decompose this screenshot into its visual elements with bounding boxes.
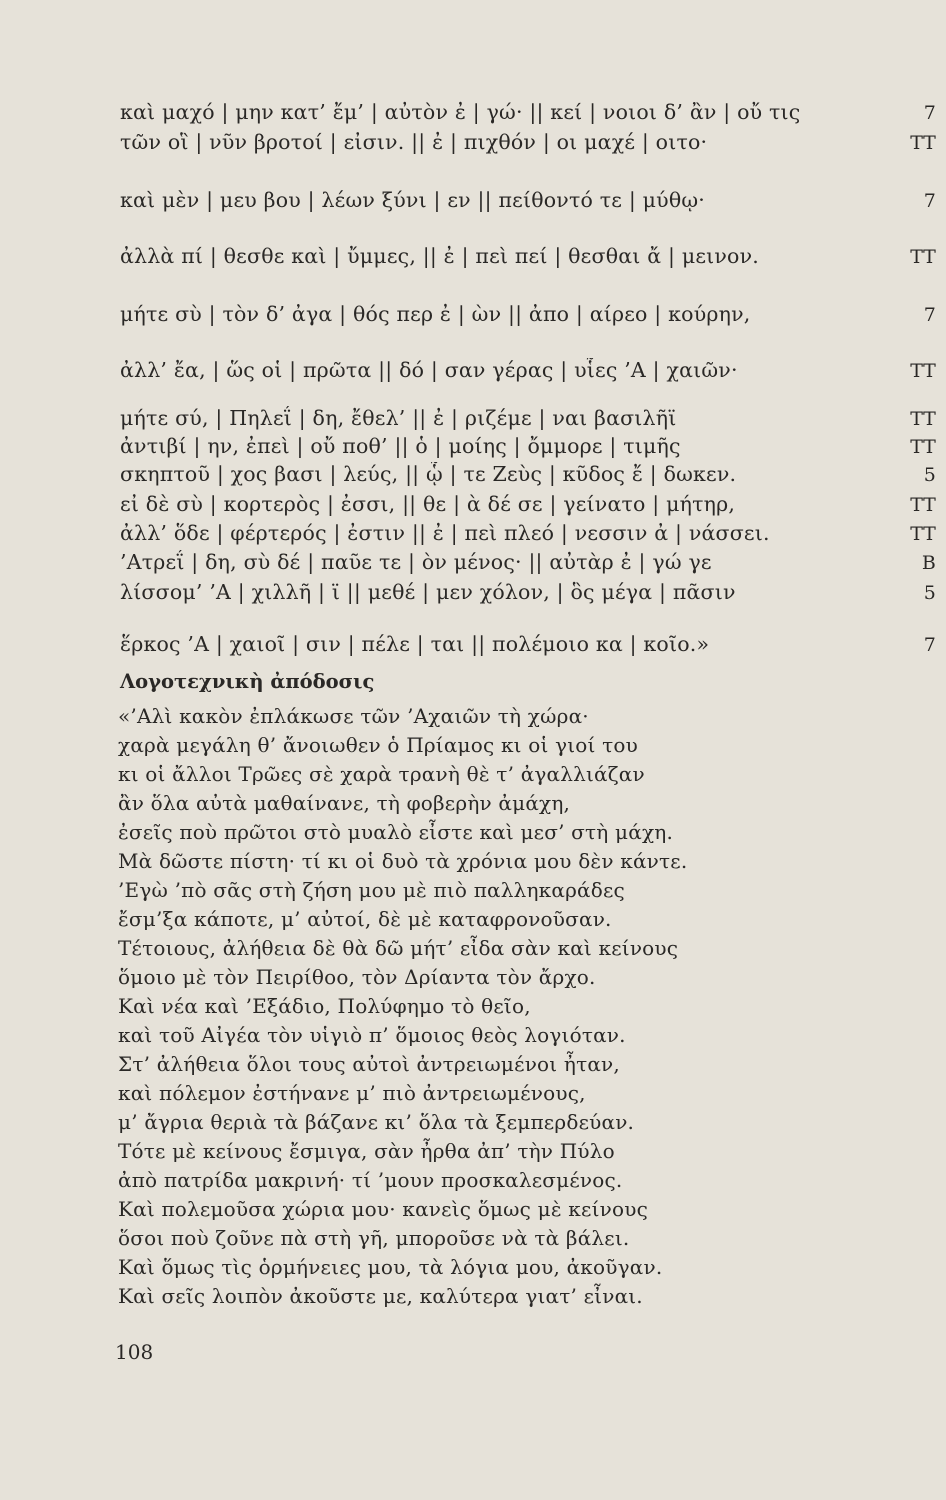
verse-line [120, 434, 936, 458]
prose-line: Καὶ σεῖς λοιπὸν ἀκοῦστε με, καλύτερα γιατ’ εἶναι. [118, 1284, 643, 1308]
verse-text: τῶν οἳ | νῦν βροτοί | εἰσιν. || ἐ | πιχθόν | οι μαχέ | οιτο· [120, 130, 708, 154]
verse-marker: Β [921, 552, 936, 574]
verse-text: εἰ δὲ σὺ | κορτερὸς | ἐσσι, || θε | ὰ δέ σε | γείνατο | μήτηρ, [120, 492, 736, 516]
prose-line: καὶ πόλεμον ἐστήνανε μ’ πιὸ ἀντρειωμένους, [118, 1081, 586, 1105]
prose-line: ἐσεῖς ποὺ πρῶτοι στὸ μυαλὸ εἶστε καὶ μεσ’ στὴ μάχη. [118, 820, 674, 844]
prose-line: Στ’ ἀλήθεια ὅλοι τους αὐτοὶ ἀντρειωμένοι ἦταν, [118, 1052, 620, 1076]
verse-text: λίσσομ’ ’Α | χιλλῆ | ϊ || μεθέ | μεν χόλον, | ὃς μέγα | πᾶσιν [120, 580, 736, 604]
verse-text: σκηπτοῦ | χος βασι | λεύς, || ᾧ | τε Ζεὺς | κῦδος ἔ | δωκεν. [120, 462, 737, 486]
prose-line: Τότε μὲ κείνους ἔσμιγα, σὰν ἦρθα ἀπ’ τὴν Πύλο [118, 1139, 615, 1163]
verse-marker: ΤΤ [910, 436, 936, 458]
verse-line [120, 188, 936, 212]
verse-line [120, 462, 936, 486]
prose-line: ἀπὸ πατρίδα μακρινή· τί ’μουν προσκαλεσμένος. [118, 1168, 623, 1192]
prose-line: ὅσοι ποὺ ζοῦνε πὰ στὴ γῆ, μποροῦσε νὰ τὰ βάλει. [118, 1226, 630, 1250]
prose-line: ’Εγὼ ’πὸ σᾶς στὴ ζήση μου μὲ πιὸ παλληκαράδες [118, 878, 625, 902]
verse-marker: 5 [923, 582, 936, 604]
verse-text: ἀλλ’ ἔα, | ὥς οἱ | πρῶτα || δό | σαν γέρας | υἷες ’Α | χαιῶν· [120, 358, 738, 382]
verse-text: ἀντιβί | ην, ἐπεὶ | οὔ ποθ’ || ὁ | μοίης | ὄμμορε | τιμῆς [120, 434, 681, 458]
prose-line: καὶ τοῦ Αἰγέα τὸν υἱγιὸ π’ ὅμοιος θεὸς λογιόταν. [118, 1023, 626, 1047]
prose-line: ἂν ὅλα αὐτὰ μαθαίνανε, τὴ φοβερὴν ἀμάχη, [118, 791, 571, 815]
verse-line [120, 521, 936, 545]
verse-text: μήτε σύ, | Πηλεΐ | δη, ἔθελ’ || ἐ | ριζέμε | ναι βασιλῆϊ [120, 406, 677, 430]
verse-marker: 7 [923, 634, 936, 656]
prose-line: μ’ ἄγρια θεριὰ τὰ βάζανε κι’ ὅλα τὰ ξεμπερδεύαν. [118, 1110, 635, 1134]
verse-marker: ΤΤ [910, 246, 936, 268]
verse-line [120, 100, 936, 124]
verse-marker: 7 [923, 304, 936, 326]
section-heading: Λογοτεχνικὴ ἀπόδοσις [120, 670, 375, 693]
verse-marker: ΤΤ [910, 408, 936, 430]
verse-text: ’Ατρεΐ | δη, σὺ δέ | παῦε τε | ὸν μένος· || αὐτὰρ ἐ | γώ γε [120, 550, 712, 574]
verse-marker: ΤΤ [910, 494, 936, 516]
prose-line: Τέτοιους, ἀλήθεια δὲ θὰ δῶ μήτ’ εἶδα σὰν καὶ κείνους [118, 936, 679, 960]
verse-text: ἀλλὰ πί | θεσθε καὶ | ὔμμες, || ἐ | πεὶ πεί | θεσθαι ἄ | μεινον. [120, 244, 759, 268]
verse-line [120, 302, 936, 326]
prose-line: Καὶ πολεμοῦσα χώρια μου· κανεὶς ὅμως μὲ κείνους [118, 1197, 648, 1221]
verse-text: καὶ μὲν | μευ βου | λέων ξύνι | εν || πείθοντό τε | μύθῳ· [120, 188, 706, 212]
prose-line: κι οἱ ἄλλοι Τρῶες σὲ χαρὰ τρανὴ θὲ τ’ ἀγαλλιάζαν [118, 762, 645, 786]
verse-line [120, 244, 936, 268]
verse-line [120, 130, 936, 154]
verse-line [120, 580, 936, 604]
verse-marker: 7 [923, 190, 936, 212]
verse-marker: 5 [923, 464, 936, 486]
verse-line [120, 358, 936, 382]
prose-line: ὅμοιο μὲ τὸν Πειρίθοο, τὸν Δρίαντα τὸν ἄρχο. [118, 965, 596, 989]
verse-line [120, 492, 936, 516]
prose-line: Καὶ ὅμως τὶς ὁρμήνειες μου, τὰ λόγια μου, ἀκοῦγαν. [118, 1255, 663, 1279]
page-number: 108 [115, 1340, 154, 1364]
prose-line: χαρὰ μεγάλη θ’ ἄνοιωθεν ὁ Πρίαμος κι οἱ γιοί του [118, 733, 638, 757]
prose-line: «’Αλὶ κακὸν ἐπλάκωσε τῶν ’Αχαιῶν τὴ χώρα· [118, 704, 589, 728]
verse-marker: ΤΤ [910, 523, 936, 545]
verse-text: καὶ μαχό | μην κατ’ ἔμ’ | αὐτὸν ἐ | γώ· || κεί | νοιοι δ’ ἂν | οὔ τις [120, 100, 801, 124]
verse-text: μήτε σὺ | τὸν δ’ ἀγα | θός περ ἐ | ὼν || ἀπο | αίρεο | κούρην, [120, 302, 751, 326]
verse-marker: ΤΤ [910, 132, 936, 154]
verse-line [120, 406, 936, 430]
verse-line [120, 632, 936, 656]
verse-line [120, 550, 936, 574]
prose-line: ἔσμ’ξα κάποτε, μ’ αὐτοί, δὲ μὲ καταφρονοῦσαν. [118, 907, 612, 931]
verse-text: ἀλλ’ ὅδε | φέρτερός | ἐστιν || ἐ | πεὶ πλεό | νεσσιν ἀ | νάσσει. [120, 521, 770, 545]
verse-marker: 7 [923, 102, 936, 124]
prose-line: Καὶ νέα καὶ ’Εξάδιο, Πολύφημο τὸ θεῖο, [118, 994, 531, 1018]
verse-marker: ΤΤ [910, 360, 936, 382]
verse-text: ἕρκος ’Α | χαιοῖ | σιν | πέλε | ται || πολέμοιο κα | κοῖο.» [120, 632, 710, 656]
prose-line: Μὰ δῶστε πίστη· τί κι οἱ δυὸ τὰ χρόνια μου δὲν κάντε. [118, 849, 688, 873]
